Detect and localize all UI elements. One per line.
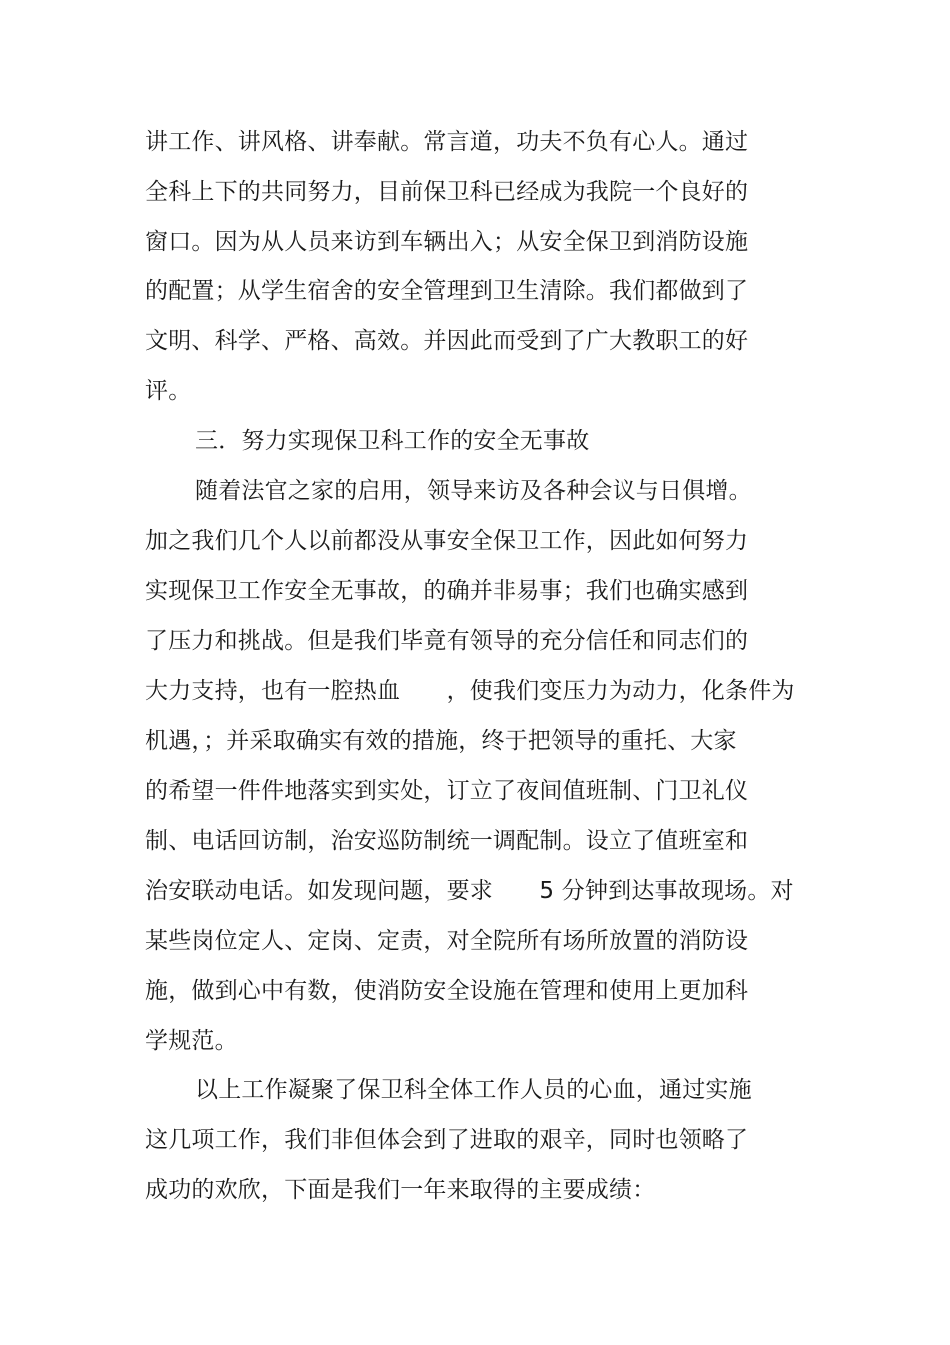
paragraph-line: 成功的欢欣，下面是我们一年来取得的主要成绩： [145, 1177, 656, 1203]
paragraph-line: 随着法官之家的启用，领导来访及各种会议与日俱增。 [195, 478, 752, 504]
paragraph-line: 窗口。因为从人员来访到车辆出入；从安全保卫到消防设施 [145, 229, 749, 255]
section-heading: 三．努力实现保卫科工作的安全无事故 [195, 428, 590, 454]
paragraph-line: 施，做到心中有数，使消防安全设施在管理和使用上更加科 [145, 978, 749, 1004]
paragraph-line: 评。 [145, 378, 192, 404]
paragraph-line: 某些岗位定人、定岗、定责，对全院所有场所放置的消防设 [145, 928, 749, 954]
paragraph-line: 这几项工作，我们非但体会到了进取的艰辛，同时也领略了 [145, 1127, 749, 1153]
paragraph-line: 加之我们几个人以前都没从事安全保卫工作，因此如何努力 [145, 528, 749, 554]
paragraph-line: 学规范。 [145, 1028, 238, 1054]
paragraph-line: 的希望一件件地落实到实处，订立了夜间值班制、门卫礼仪 [145, 778, 749, 804]
paragraph-line: 机遇，；并采取确实有效的措施，终于把领导的重托、大家 [145, 728, 737, 754]
paragraph-line: 制、电话回访制，治安巡防制统一调配制。设立了值班室和 [145, 828, 749, 854]
paragraph-line: 的配置；从学生宿舍的安全管理到卫生清除。我们都做到了 [145, 278, 749, 304]
paragraph-line: 大力支持，也有一腔热血 ，使我们变压力为动力，化条件为 [145, 678, 795, 704]
paragraph-line: 治安联动电话。如发现问题，要求 5 分钟到达事故现场。对 [145, 878, 794, 904]
paragraph-line: 文明、科学、严格、高效。并因此而受到了广大教职工的好 [145, 328, 749, 354]
paragraph-line: 全科上下的共同努力，目前保卫科已经成为我院一个良好的 [145, 179, 749, 205]
paragraph-line: 了压力和挑战。但是我们毕竟有领导的充分信任和同志们的 [145, 628, 749, 654]
paragraph-line: 以上工作凝聚了保卫科全体工作人员的心血，通过实施 [195, 1077, 752, 1103]
paragraph-line: 实现保卫工作安全无事故，的确并非易事；我们也确实感到 [145, 578, 749, 604]
paragraph-line: 讲工作、讲风格、讲奉献。常言道，功夫不负有心人。通过 [145, 129, 749, 155]
